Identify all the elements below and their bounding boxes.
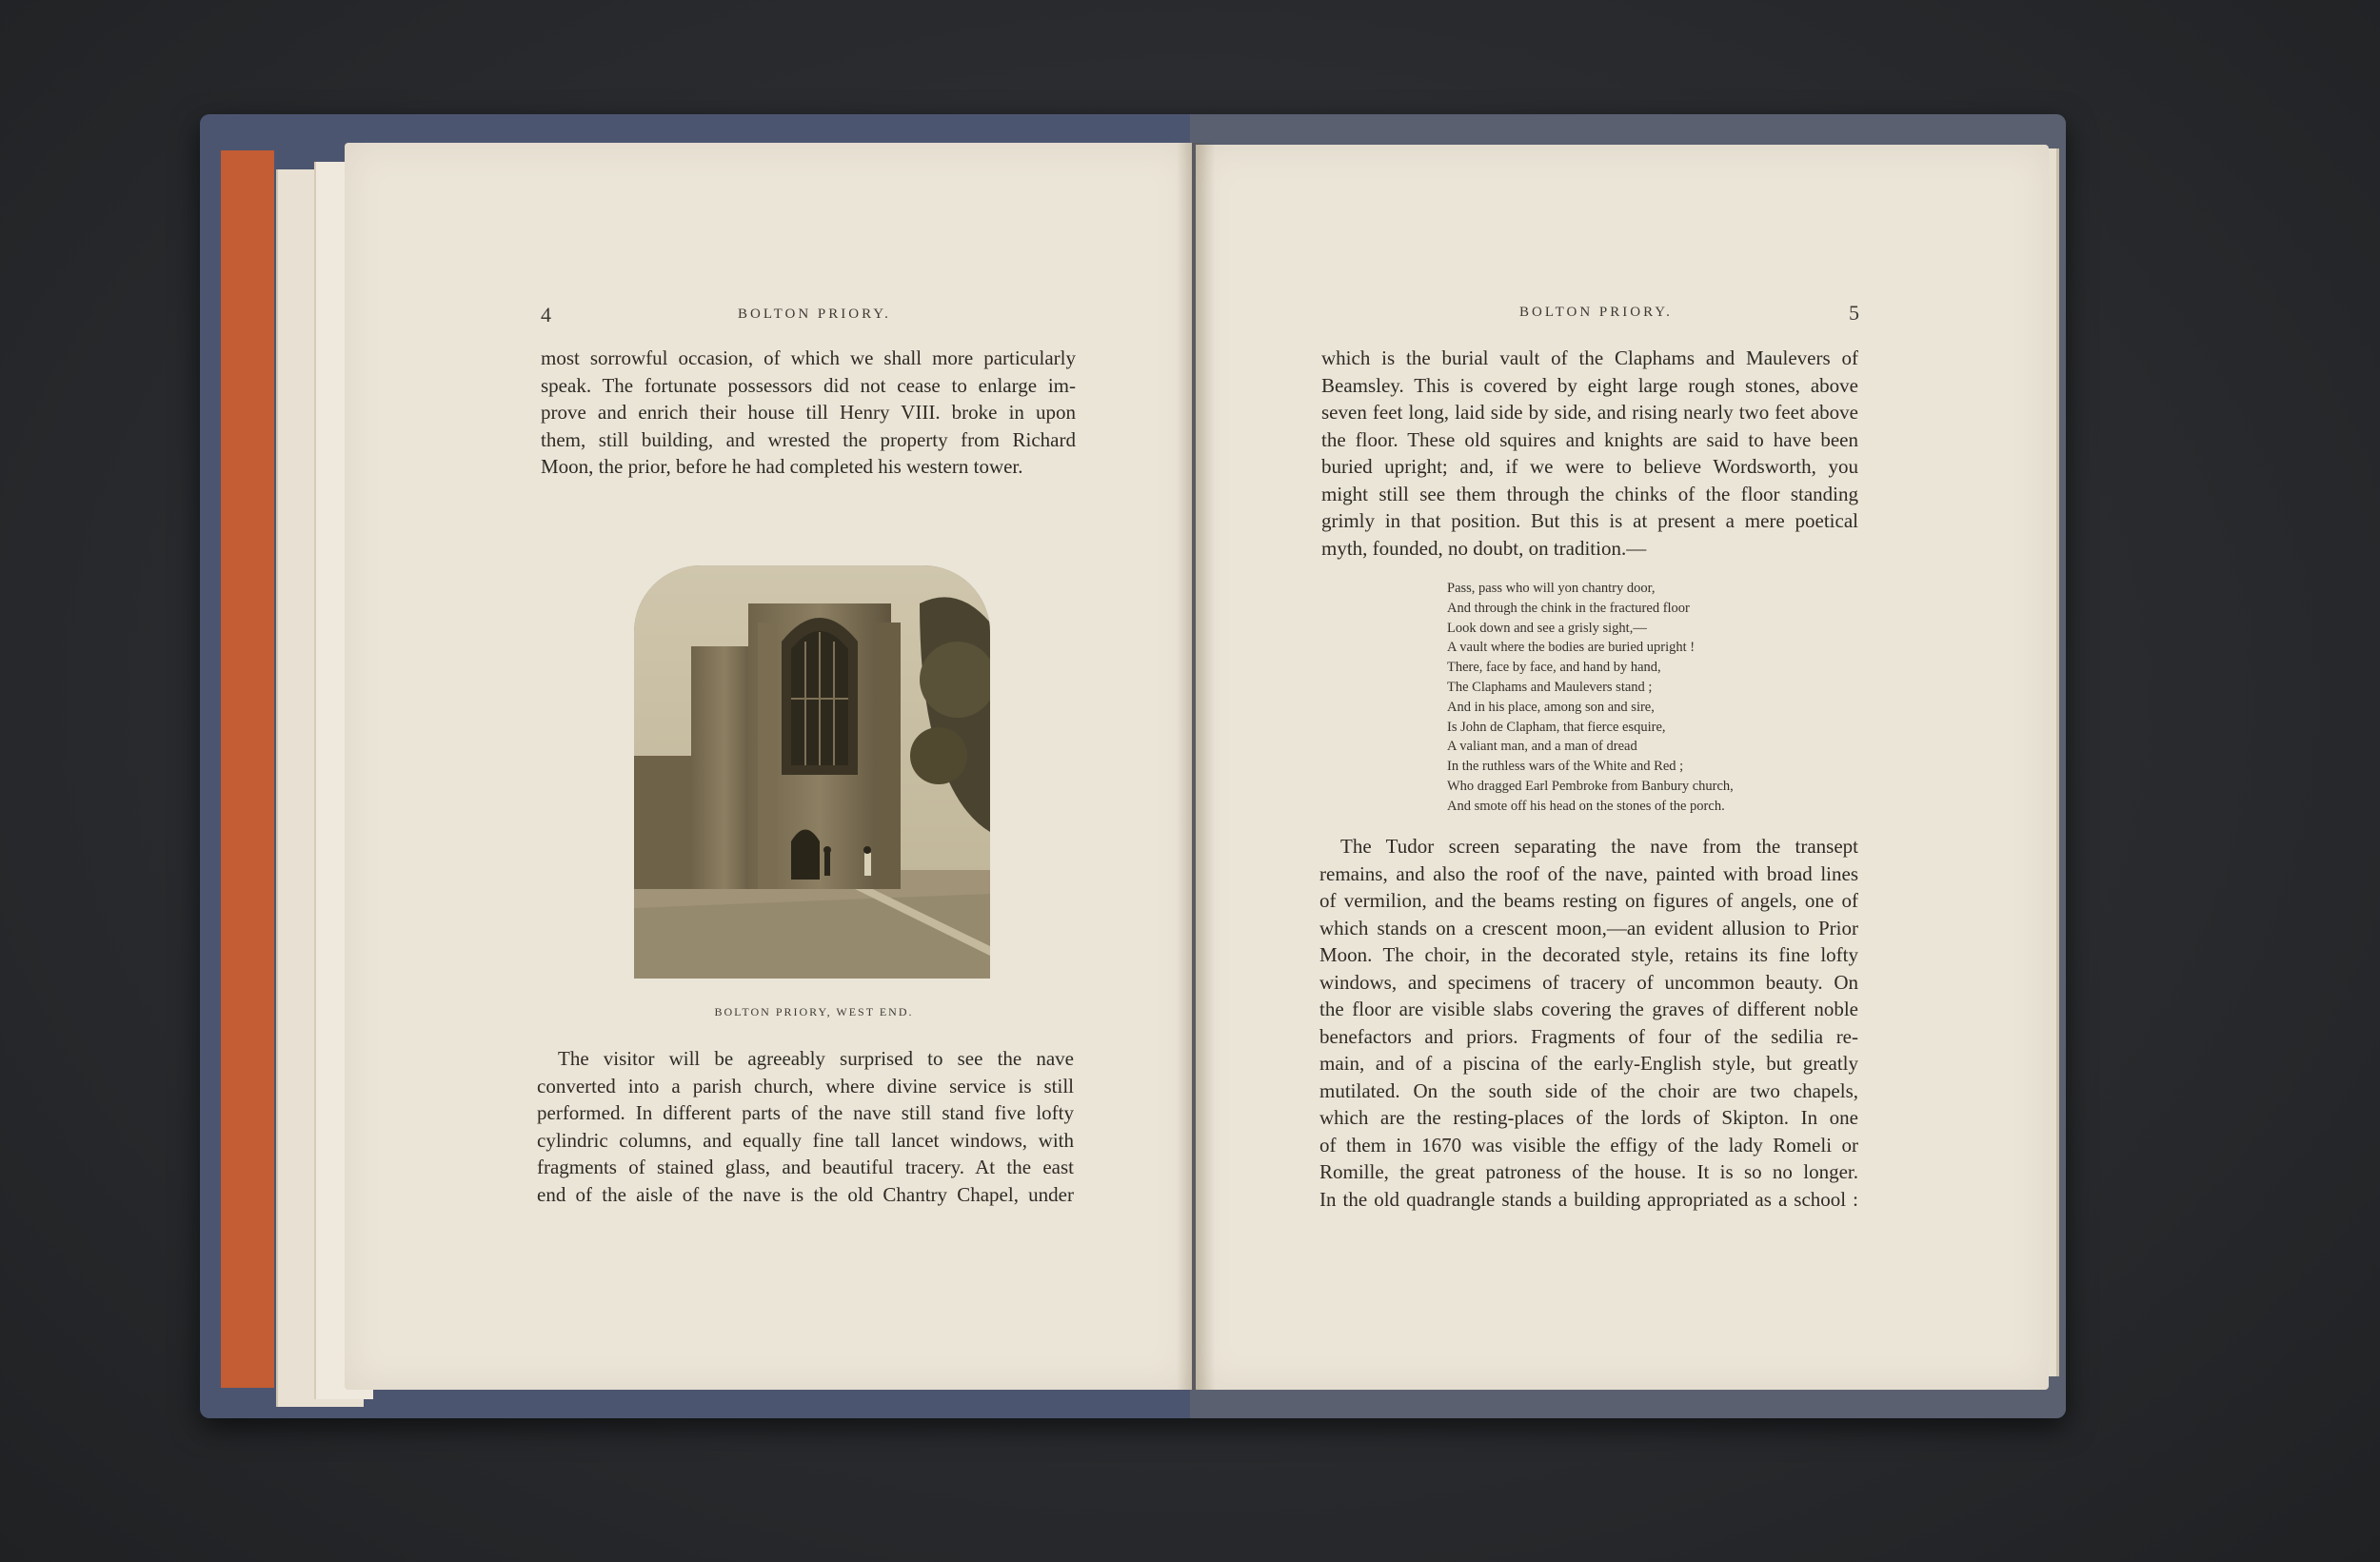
poem-line: There, face by face, and hand by hand,: [1447, 660, 1661, 676]
orange-endpaper: [221, 150, 274, 1388]
poem-line: And through the chink in the fractured floor: [1447, 600, 1690, 616]
text-line: speak. The fortunate possessors did not cease to enlarge im-: [541, 373, 1076, 397]
poem-quotation: [1447, 579, 1734, 817]
left-running-head: BOLTON PRIORY.: [738, 306, 891, 322]
text-line: Beamsley. This is covered by eight large rough stones, above: [1321, 373, 1858, 397]
text-line: seven feet long, laid side by side, and rising nearly two feet above: [1321, 401, 1858, 424]
text-line: buried upright; and, if we were to believe Wordsworth, you: [1321, 455, 1858, 478]
right-paragraph-top: [1321, 345, 1858, 562]
text-line: most sorrowful occasion, of which we shall more particularly: [541, 346, 1076, 369]
text-line: Moon, the prior, before he had completed his western tower.: [541, 455, 1023, 478]
text-line: main, and of a piscina of the early-English style, but greatly: [1319, 1052, 1858, 1075]
text-line: of vermilion, and the beams resting on figures of angels, one of: [1319, 889, 1858, 912]
text-line: cylindric columns, and equally fine tall lancet windows, with: [537, 1128, 1074, 1152]
left-paragraph-top: [541, 345, 1076, 481]
poem-line: A valiant man, and a man of dread: [1447, 739, 1637, 755]
text-line: of them in 1670 was visible the effigy of the lady Romeli or: [1319, 1133, 1858, 1157]
text-line: fragments of stained glass, and beautiful tracery. At the east: [537, 1156, 1074, 1178]
text-line: Romille, the great patroness of the house. It is so no longer.: [1319, 1160, 1858, 1183]
text-line: the floor are visible slabs covering the graves of different noble: [1319, 998, 1858, 1020]
text-line: myth, founded, no doubt, on tradition.—: [1321, 536, 1647, 560]
text-line: The visitor will be agreeably surprised to see the nave: [558, 1047, 1074, 1070]
right-page-number: 5: [1849, 301, 1859, 325]
poem-line: Look down and see a grisly sight,—: [1447, 620, 1647, 636]
text-line: In the old quadrangle stands a building appropriated as a school :: [1319, 1187, 1858, 1211]
text-line: grimly in that position. But this is at present a mere poetical: [1321, 509, 1858, 532]
poem-line: A vault where the bodies are buried upright !: [1447, 640, 1696, 656]
text-line: which stands on a crescent moon,—an evident allusion to Prior: [1319, 916, 1858, 939]
text-line: benefactors and priors. Fragments of four of the sedilia re-: [1319, 1024, 1858, 1048]
photograph-image: [634, 565, 990, 979]
right-running-head: BOLTON PRIORY.: [1519, 305, 1673, 320]
text-line: remains, and also the roof of the nave, painted with broad lines: [1319, 861, 1858, 885]
poem-line: The Claphams and Maulevers stand ;: [1447, 679, 1653, 695]
text-line: which are the resting-places of the lords of Skipton. In one: [1319, 1106, 1858, 1129]
book-gutter: [1177, 143, 1215, 1390]
text-line: the floor. These old squires and knights are said to have been: [1321, 427, 1858, 451]
left-paragraph-bottom: [537, 1045, 1074, 1208]
text-line: end of the aisle of the nave is the old Chantry Chapel, under: [537, 1182, 1074, 1206]
poem-line: And in his place, among son and sire,: [1447, 699, 1655, 715]
poem-line: And smote off his head on the stones of the porch.: [1447, 798, 1725, 814]
text-line: performed. In different parts of the nave still stand five lofty: [537, 1101, 1074, 1124]
text-line: which is the burial vault of the Claphams and Maulevers of: [1321, 346, 1858, 369]
text-line: Moon. The choir, in the decorated style, retains its fine lofty: [1319, 943, 1858, 966]
text-line: converted into a parish church, where divine service is still: [537, 1074, 1074, 1097]
photo-caption: BOLTON PRIORY, WEST END.: [714, 1005, 914, 1018]
poem-line: Pass, pass who will yon chantry door,: [1447, 581, 1656, 596]
text-line: The Tudor screen separating the nave from the transept: [1340, 835, 1858, 858]
text-line: mutilated. On the south side of the choir are two chapels,: [1319, 1078, 1858, 1102]
text-line: windows, and specimens of tracery of uncommon beauty. On: [1319, 970, 1858, 994]
right-paragraph-bottom: [1319, 833, 1858, 1213]
poem-line: Who dragged Earl Pembroke from Banbury church,: [1447, 778, 1734, 794]
text-line: might still see them through the chinks of the floor standing: [1321, 482, 1858, 505]
poem-line: In the ruthless wars of the White and Red ;: [1447, 759, 1684, 775]
text-line: prove and enrich their house till Henry VIII. broke in upon: [541, 401, 1076, 424]
text-line: them, still building, and wrested the property from Richard: [541, 427, 1076, 451]
poem-line: Is John de Clapham, that fierce esquire,: [1447, 719, 1666, 735]
bolton-priory-photograph: [634, 565, 990, 979]
left-page-number: 4: [541, 303, 551, 326]
